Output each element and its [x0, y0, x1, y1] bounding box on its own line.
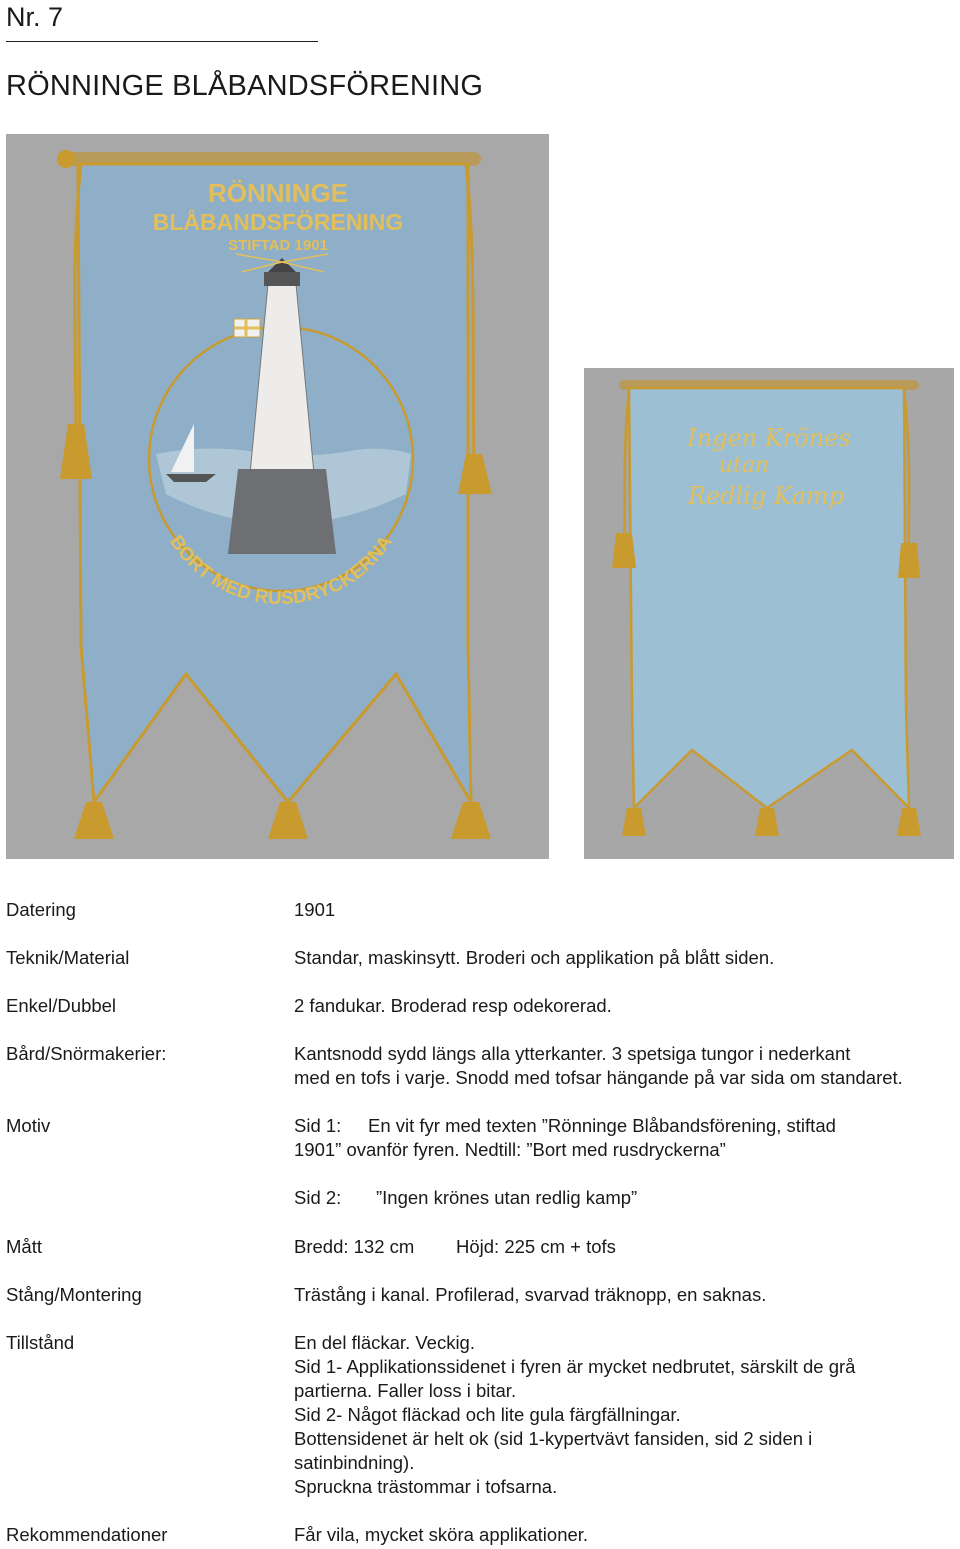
- field-label: Teknik/Material: [6, 947, 130, 968]
- field-label: Datering: [6, 899, 76, 920]
- banner-text-line-2: utan: [718, 453, 770, 478]
- tassel-icon: [898, 543, 920, 578]
- field-value: [294, 1114, 934, 1162]
- catalog-number: Nr. 7: [6, 2, 64, 32]
- field-label: Bård/Snörmakerier:: [6, 1043, 167, 1064]
- field-value: Får vila, mycket sköra applikationer.: [294, 1524, 589, 1545]
- motiv-side-2-text: ”Ingen krönes utan redlig kamp”: [376, 1187, 638, 1208]
- field-label: Rekommendationer: [6, 1524, 168, 1545]
- banner-side-2-illustration: [584, 368, 954, 859]
- page-title: RÖNNINGE BLÅBANDSFÖRENING: [6, 70, 484, 102]
- field-value-line: Kantsnodd sydd längs alla ytterkanter. 3 spetsiga tungor i nederkant: [294, 1043, 851, 1064]
- field-value: Standar, maskinsytt. Broderi och applikation på blått siden.: [294, 947, 775, 968]
- field-value-line: En del fläckar. Veckig.: [294, 1332, 475, 1353]
- photo-banner-side-1: [6, 134, 549, 859]
- field-value-line: partierna. Faller loss i bitar.: [294, 1380, 517, 1401]
- motiv-side-1-label: Sid 1:: [294, 1115, 342, 1136]
- field-value-line: Bottensidenet är helt ok (sid 1-kypertvävt fansiden, sid 2 siden i: [294, 1428, 813, 1449]
- banner-side-1-illustration: [6, 134, 549, 859]
- field-value: [294, 1042, 934, 1090]
- height-value: Höjd: 225 cm + tofs: [456, 1236, 616, 1257]
- banner-text-line-3: STIFTAD 1901: [228, 237, 328, 254]
- banner-text-line-2: BLÅBANDSFÖRENING: [152, 209, 404, 235]
- field-value-line: med en tofs i varje. Snodd med tofsar hängande på var sida om standaret.: [294, 1067, 903, 1088]
- banner-arc-text: BORT MED RUSDRYCKERNA: [165, 532, 397, 610]
- rock-icon: [228, 469, 336, 554]
- banner-text-line-1: RÖNNINGE: [207, 178, 349, 208]
- field-label: Mått: [6, 1236, 42, 1257]
- field-value: [294, 1331, 934, 1499]
- photo-banner-side-2: [584, 368, 954, 859]
- motiv-side-1-text-cont: 1901” ovanför fyren. Nedtill: ”Bort med rusdryckerna”: [294, 1139, 726, 1160]
- field-value: [294, 1186, 934, 1210]
- banner-text-line-3: Redlig Kamp: [687, 482, 845, 510]
- field-label: Stång/Montering: [6, 1284, 142, 1305]
- field-value-line: Sid 1- Applikationssidenet i fyren är mycket nedbrutet, särskilt de grå: [294, 1356, 856, 1377]
- field-value: [294, 1235, 934, 1259]
- banner-text-line-1: Ingen Krönes: [687, 424, 851, 452]
- motiv-side-2-label: Sid 2:: [294, 1187, 342, 1208]
- field-value: 1901: [294, 899, 336, 920]
- field-label: Motiv: [6, 1115, 51, 1136]
- field-value-line: Spruckna trästommar i tofsarna.: [294, 1476, 558, 1497]
- field-label: Enkel/Dubbel: [6, 995, 117, 1016]
- field-value-line: satinbindning).: [294, 1452, 415, 1473]
- motiv-side-1-text: En vit fyr med texten ”Rönninge Blåbandsförening, stiftad: [368, 1115, 836, 1136]
- width-value: Bredd: 132 cm: [294, 1236, 415, 1257]
- tassel-icon: [612, 533, 636, 568]
- header-rule: [6, 41, 318, 42]
- field-value: Trästång i kanal. Profilerad, svarvad träknopp, en saknas.: [294, 1284, 767, 1305]
- field-value: 2 fandukar. Broderad resp odekorerad.: [294, 995, 612, 1016]
- field-value-line: Sid 2- Något fläckad och lite gula färgfällningar.: [294, 1404, 681, 1425]
- field-label: Tillstånd: [6, 1332, 75, 1353]
